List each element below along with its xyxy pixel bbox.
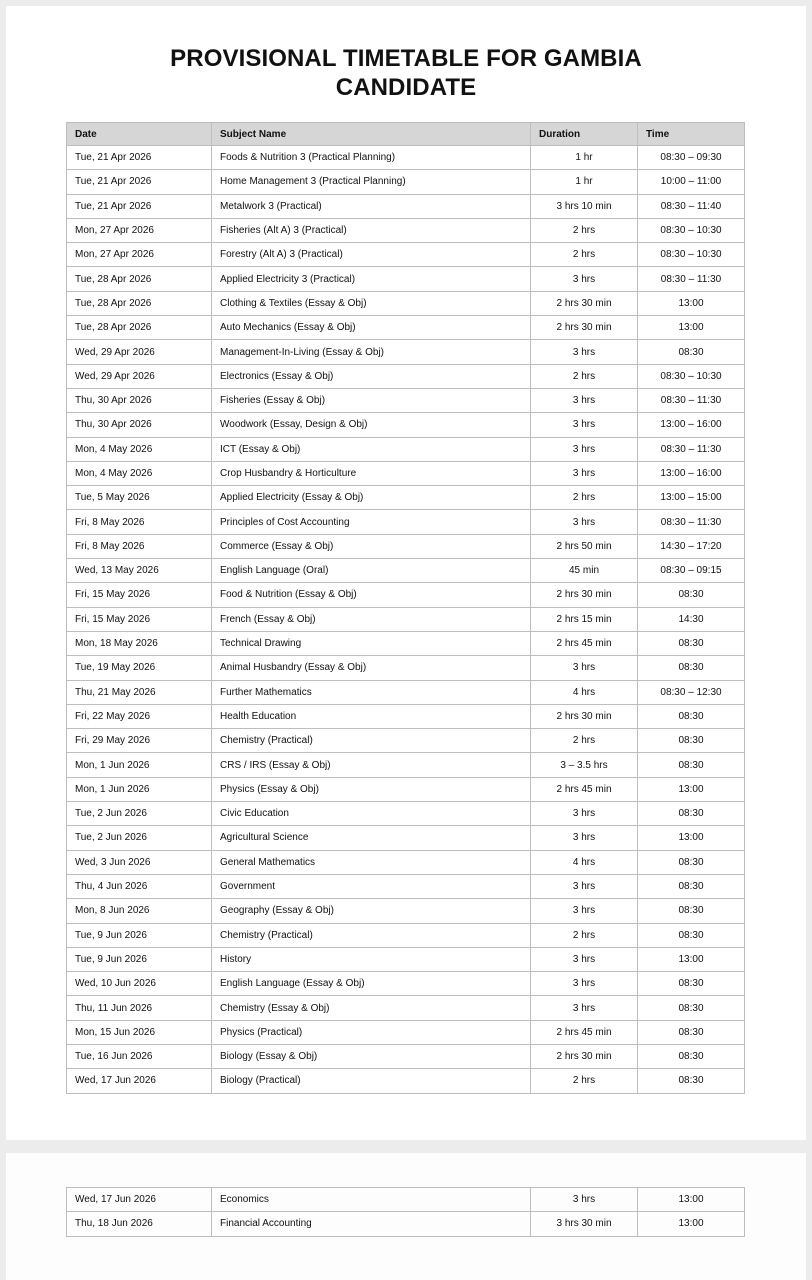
cell-subject: Principles of Cost Accounting [212, 510, 531, 534]
cell-subject: Biology (Practical) [212, 1069, 531, 1093]
table-row [67, 753, 745, 777]
cell-subject: Applied Electricity 3 (Practical) [212, 267, 531, 291]
table-row [67, 996, 745, 1020]
cell-date: Tue, 28 Apr 2026 [67, 291, 212, 315]
cell-duration: 1 hr [531, 170, 638, 194]
cell-date: Tue, 5 May 2026 [67, 486, 212, 510]
cell-time: 08:30 – 09:15 [638, 559, 745, 583]
cell-time: 08:30 [638, 704, 745, 728]
table-row [67, 1212, 745, 1236]
cell-subject: Technical Drawing [212, 631, 531, 655]
cell-time: 13:00 – 16:00 [638, 413, 745, 437]
table-row [67, 826, 745, 850]
cell-date: Tue, 21 Apr 2026 [67, 194, 212, 218]
cell-duration: 3 hrs [531, 413, 638, 437]
page-1 [6, 6, 806, 1140]
table-row [67, 1188, 745, 1212]
cell-time: 13:00 [638, 826, 745, 850]
cell-time: 13:00 [638, 947, 745, 971]
cell-duration: 2 hrs [531, 243, 638, 267]
header-date: Date [67, 123, 212, 146]
table-row [67, 218, 745, 242]
cell-duration: 3 hrs 30 min [531, 1212, 638, 1236]
cell-date: Thu, 30 Apr 2026 [67, 388, 212, 412]
table-row [67, 243, 745, 267]
table-row [67, 607, 745, 631]
cell-duration: 3 hrs [531, 388, 638, 412]
page-title [6, 44, 806, 102]
cell-duration: 3 – 3.5 hrs [531, 753, 638, 777]
cell-date: Tue, 2 Jun 2026 [67, 802, 212, 826]
header-subject: Subject Name [212, 123, 531, 146]
cell-time: 08:30 [638, 850, 745, 874]
cell-subject: Further Mathematics [212, 680, 531, 704]
cell-date: Tue, 28 Apr 2026 [67, 316, 212, 340]
cell-date: Fri, 15 May 2026 [67, 583, 212, 607]
cell-subject: Government [212, 874, 531, 898]
cell-time: 08:30 – 11:30 [638, 267, 745, 291]
cell-time: 13:00 [638, 291, 745, 315]
table-row [67, 486, 745, 510]
table-row [67, 534, 745, 558]
cell-date: Mon, 18 May 2026 [67, 631, 212, 655]
cell-duration: 3 hrs [531, 656, 638, 680]
cell-subject: Clothing & Textiles (Essay & Obj) [212, 291, 531, 315]
table-row [67, 947, 745, 971]
cell-duration: 3 hrs [531, 802, 638, 826]
table-row [67, 413, 745, 437]
cell-subject: Animal Husbandry (Essay & Obj) [212, 656, 531, 680]
cell-date: Wed, 3 Jun 2026 [67, 850, 212, 874]
cell-time: 08:30 [638, 996, 745, 1020]
cell-date: Mon, 4 May 2026 [67, 437, 212, 461]
cell-subject: Fisheries (Alt A) 3 (Practical) [212, 218, 531, 242]
cell-duration: 2 hrs [531, 218, 638, 242]
cell-subject: Crop Husbandry & Horticulture [212, 461, 531, 485]
cell-date: Fri, 29 May 2026 [67, 729, 212, 753]
cell-duration: 3 hrs [531, 899, 638, 923]
table-row [67, 1020, 745, 1044]
cell-subject: Health Education [212, 704, 531, 728]
table-row [67, 899, 745, 923]
cell-duration: 3 hrs [531, 874, 638, 898]
cell-date: Wed, 17 Jun 2026 [67, 1069, 212, 1093]
cell-date: Tue, 16 Jun 2026 [67, 1044, 212, 1068]
table-row [67, 364, 745, 388]
header-duration: Duration [531, 123, 638, 146]
timetable-continued-body [67, 1188, 745, 1237]
table-row [67, 437, 745, 461]
cell-subject: Biology (Essay & Obj) [212, 1044, 531, 1068]
cell-time: 08:30 – 11:40 [638, 194, 745, 218]
cell-subject: English Language (Essay & Obj) [212, 972, 531, 996]
cell-time: 08:30 [638, 340, 745, 364]
table-row [67, 146, 745, 170]
table-row [67, 923, 745, 947]
cell-subject: History [212, 947, 531, 971]
cell-time: 13:00 [638, 1212, 745, 1236]
cell-time: 08:30 – 11:30 [638, 388, 745, 412]
cell-subject: Applied Electricity (Essay & Obj) [212, 486, 531, 510]
table-row [67, 850, 745, 874]
cell-duration: 2 hrs [531, 729, 638, 753]
table-row [67, 656, 745, 680]
cell-subject: General Mathematics [212, 850, 531, 874]
cell-duration: 45 min [531, 559, 638, 583]
table-row [67, 729, 745, 753]
cell-subject: CRS / IRS (Essay & Obj) [212, 753, 531, 777]
cell-time: 08:30 [638, 583, 745, 607]
cell-date: Wed, 17 Jun 2026 [67, 1188, 212, 1212]
cell-date: Fri, 8 May 2026 [67, 534, 212, 558]
cell-date: Thu, 30 Apr 2026 [67, 413, 212, 437]
cell-duration: 2 hrs [531, 923, 638, 947]
cell-date: Tue, 28 Apr 2026 [67, 267, 212, 291]
cell-date: Tue, 19 May 2026 [67, 656, 212, 680]
cell-date: Tue, 21 Apr 2026 [67, 146, 212, 170]
cell-subject: Home Management 3 (Practical Planning) [212, 170, 531, 194]
table-row [67, 267, 745, 291]
cell-duration: 2 hrs 50 min [531, 534, 638, 558]
cell-subject: Auto Mechanics (Essay & Obj) [212, 316, 531, 340]
cell-date: Thu, 21 May 2026 [67, 680, 212, 704]
cell-subject: Management-In-Living (Essay & Obj) [212, 340, 531, 364]
timetable [66, 122, 745, 1094]
cell-date: Tue, 9 Jun 2026 [67, 923, 212, 947]
cell-date: Wed, 13 May 2026 [67, 559, 212, 583]
cell-subject: ICT (Essay & Obj) [212, 437, 531, 461]
cell-subject: Financial Accounting [212, 1212, 531, 1236]
cell-duration: 1 hr [531, 146, 638, 170]
cell-subject: Chemistry (Practical) [212, 923, 531, 947]
timetable-continued [66, 1187, 745, 1237]
table-row [67, 631, 745, 655]
cell-duration: 2 hrs 45 min [531, 1020, 638, 1044]
title-line-1: PROVISIONAL TIMETABLE FOR GAMBIA [170, 45, 642, 72]
cell-time: 08:30 [638, 729, 745, 753]
cell-date: Fri, 15 May 2026 [67, 607, 212, 631]
cell-time: 08:30 [638, 923, 745, 947]
cell-time: 08:30 – 11:30 [638, 510, 745, 534]
table-row [67, 291, 745, 315]
cell-time: 10:00 – 11:00 [638, 170, 745, 194]
cell-time: 08:30 – 10:30 [638, 243, 745, 267]
cell-duration: 3 hrs [531, 826, 638, 850]
cell-time: 08:30 – 09:30 [638, 146, 745, 170]
table-row [67, 510, 745, 534]
cell-date: Tue, 9 Jun 2026 [67, 947, 212, 971]
cell-time: 08:30 – 10:30 [638, 364, 745, 388]
cell-date: Fri, 8 May 2026 [67, 510, 212, 534]
cell-date: Thu, 18 Jun 2026 [67, 1212, 212, 1236]
cell-duration: 3 hrs [531, 972, 638, 996]
cell-subject: Woodwork (Essay, Design & Obj) [212, 413, 531, 437]
cell-time: 08:30 [638, 1069, 745, 1093]
table-row [67, 704, 745, 728]
cell-time: 08:30 [638, 899, 745, 923]
cell-duration: 4 hrs [531, 850, 638, 874]
cell-subject: Civic Education [212, 802, 531, 826]
cell-duration: 3 hrs [531, 461, 638, 485]
cell-date: Mon, 8 Jun 2026 [67, 899, 212, 923]
title-line-2: CANDIDATE [335, 74, 477, 101]
cell-time: 08:30 [638, 802, 745, 826]
table-row [67, 802, 745, 826]
cell-duration: 3 hrs [531, 1188, 638, 1212]
table-row [67, 972, 745, 996]
cell-time: 08:30 – 10:30 [638, 218, 745, 242]
cell-subject: Forestry (Alt A) 3 (Practical) [212, 243, 531, 267]
cell-subject: Food & Nutrition (Essay & Obj) [212, 583, 531, 607]
cell-duration: 2 hrs [531, 1069, 638, 1093]
cell-duration: 2 hrs 45 min [531, 777, 638, 801]
cell-subject: Agricultural Science [212, 826, 531, 850]
cell-subject: Fisheries (Essay & Obj) [212, 388, 531, 412]
cell-time: 13:00 – 16:00 [638, 461, 745, 485]
cell-subject: French (Essay & Obj) [212, 607, 531, 631]
cell-duration: 2 hrs [531, 486, 638, 510]
cell-duration: 2 hrs 15 min [531, 607, 638, 631]
cell-date: Mon, 1 Jun 2026 [67, 753, 212, 777]
cell-time: 08:30 [638, 631, 745, 655]
cell-time: 08:30 [638, 874, 745, 898]
cell-date: Wed, 29 Apr 2026 [67, 340, 212, 364]
cell-time: 08:30 – 11:30 [638, 437, 745, 461]
table-row [67, 1044, 745, 1068]
table-row [67, 316, 745, 340]
cell-date: Tue, 2 Jun 2026 [67, 826, 212, 850]
cell-time: 13:00 [638, 1188, 745, 1212]
cell-subject: Electronics (Essay & Obj) [212, 364, 531, 388]
table-row [67, 583, 745, 607]
cell-date: Wed, 10 Jun 2026 [67, 972, 212, 996]
header-time: Time [638, 123, 745, 146]
cell-date: Mon, 15 Jun 2026 [67, 1020, 212, 1044]
cell-date: Mon, 4 May 2026 [67, 461, 212, 485]
cell-time: 08:30 [638, 753, 745, 777]
cell-duration: 2 hrs 45 min [531, 631, 638, 655]
cell-duration: 2 hrs 30 min [531, 1044, 638, 1068]
table-row [67, 461, 745, 485]
cell-subject: Commerce (Essay & Obj) [212, 534, 531, 558]
table-row [67, 170, 745, 194]
cell-date: Thu, 4 Jun 2026 [67, 874, 212, 898]
cell-time: 14:30 [638, 607, 745, 631]
cell-duration: 3 hrs [531, 510, 638, 534]
table-row [67, 340, 745, 364]
cell-time: 08:30 [638, 656, 745, 680]
cell-duration: 4 hrs [531, 680, 638, 704]
cell-duration: 3 hrs [531, 996, 638, 1020]
cell-duration: 2 hrs [531, 364, 638, 388]
table-row [67, 1069, 745, 1093]
cell-time: 14:30 – 17:20 [638, 534, 745, 558]
cell-subject: Physics (Practical) [212, 1020, 531, 1044]
cell-duration: 3 hrs 10 min [531, 194, 638, 218]
cell-duration: 3 hrs [531, 947, 638, 971]
cell-subject: Physics (Essay & Obj) [212, 777, 531, 801]
cell-time: 08:30 [638, 1044, 745, 1068]
cell-date: Mon, 27 Apr 2026 [67, 243, 212, 267]
cell-time: 08:30 – 12:30 [638, 680, 745, 704]
cell-subject: Chemistry (Practical) [212, 729, 531, 753]
cell-time: 13:00 – 15:00 [638, 486, 745, 510]
cell-date: Wed, 29 Apr 2026 [67, 364, 212, 388]
cell-duration: 3 hrs [531, 437, 638, 461]
table-row [67, 680, 745, 704]
table-row [67, 874, 745, 898]
page-2 [6, 1153, 806, 1280]
table-header-row [67, 123, 745, 146]
cell-date: Fri, 22 May 2026 [67, 704, 212, 728]
table-row [67, 194, 745, 218]
cell-time: 13:00 [638, 777, 745, 801]
cell-duration: 2 hrs 30 min [531, 704, 638, 728]
table-row [67, 388, 745, 412]
cell-subject: Metalwork 3 (Practical) [212, 194, 531, 218]
table-row [67, 777, 745, 801]
cell-time: 08:30 [638, 972, 745, 996]
cell-date: Mon, 27 Apr 2026 [67, 218, 212, 242]
cell-subject: Economics [212, 1188, 531, 1212]
timetable-body [67, 146, 745, 1094]
cell-subject: Foods & Nutrition 3 (Practical Planning) [212, 146, 531, 170]
cell-subject: Geography (Essay & Obj) [212, 899, 531, 923]
table-row [67, 559, 745, 583]
cell-time: 13:00 [638, 316, 745, 340]
cell-date: Thu, 11 Jun 2026 [67, 996, 212, 1020]
cell-time: 08:30 [638, 1020, 745, 1044]
cell-duration: 2 hrs 30 min [531, 583, 638, 607]
cell-duration: 2 hrs 30 min [531, 291, 638, 315]
cell-duration: 2 hrs 30 min [531, 316, 638, 340]
cell-subject: English Language (Oral) [212, 559, 531, 583]
cell-date: Mon, 1 Jun 2026 [67, 777, 212, 801]
cell-duration: 3 hrs [531, 340, 638, 364]
cell-date: Tue, 21 Apr 2026 [67, 170, 212, 194]
cell-duration: 3 hrs [531, 267, 638, 291]
cell-subject: Chemistry (Essay & Obj) [212, 996, 531, 1020]
